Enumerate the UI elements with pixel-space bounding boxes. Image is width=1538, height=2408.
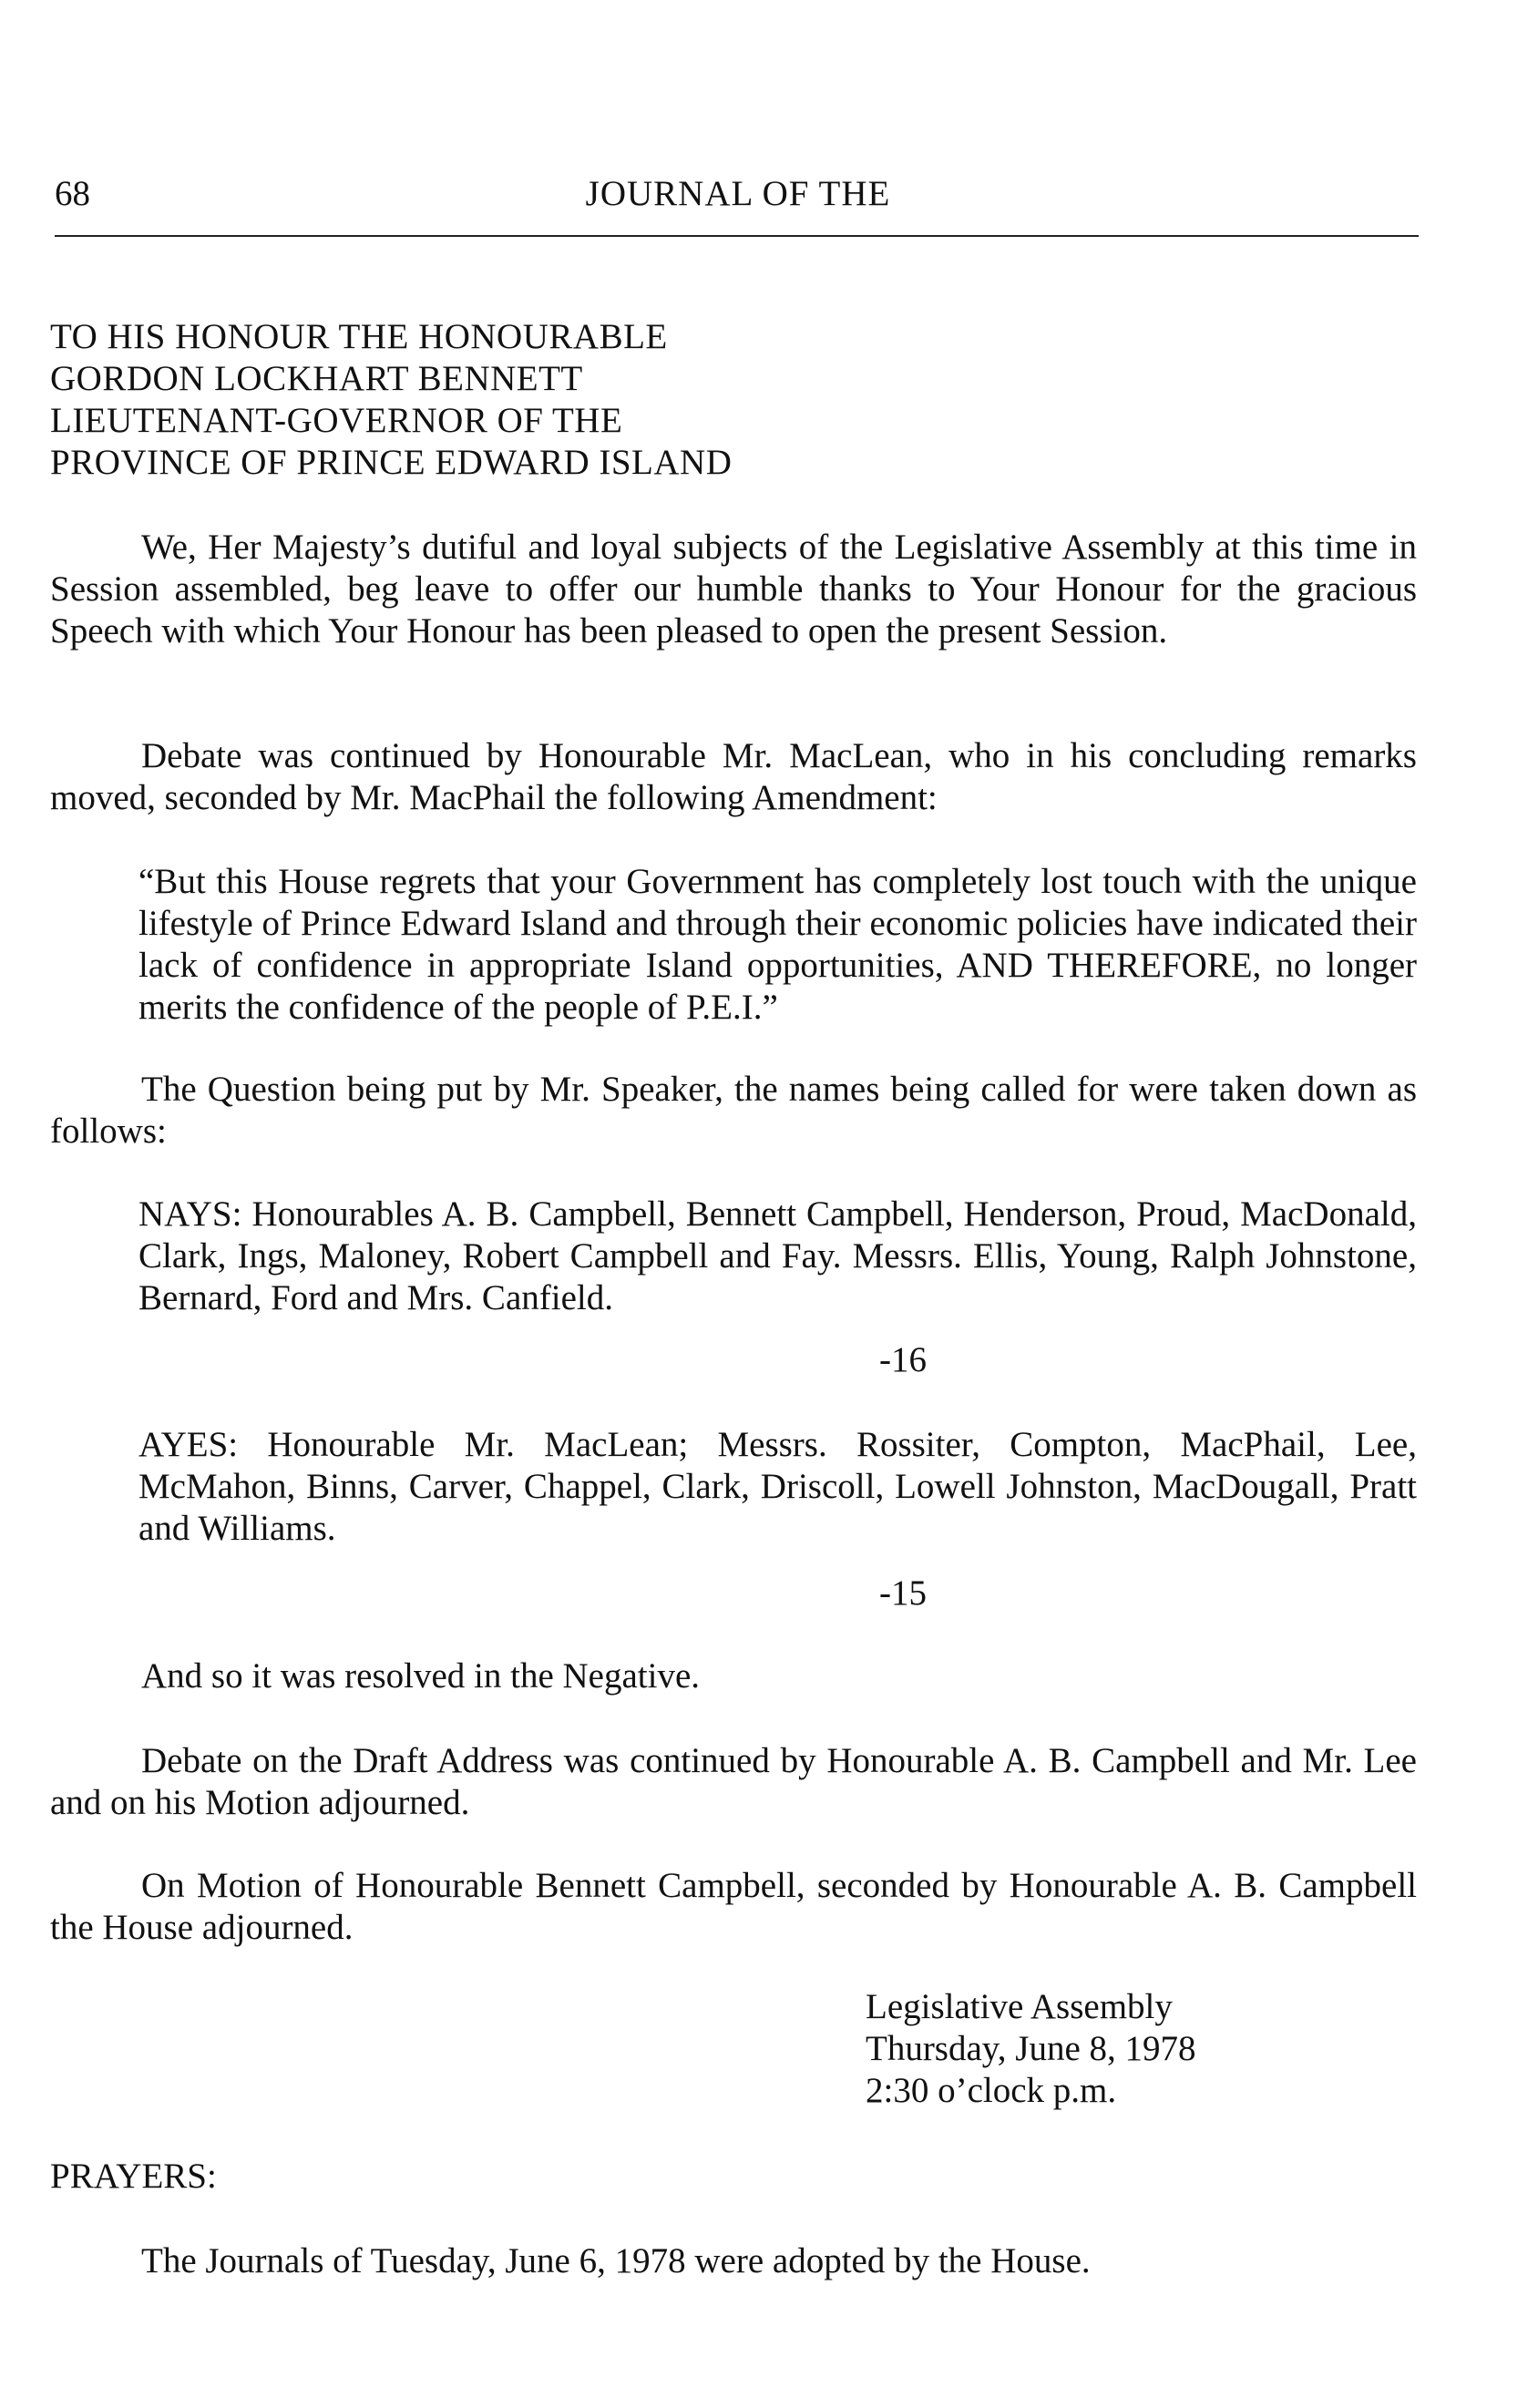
ayes-list: AYES: Honourable Mr. MacLean; Messrs. Rossiter, Compton, MacPhail, Lee, McMahon, Binns, Carver, Chappel, Clark, Driscoll, Lowell Johnston, MacDougall, Pratt and Williams. — [138, 1425, 1417, 1548]
sitting-time: 2:30 o’clock p.m. — [866, 2071, 1117, 2110]
amendment-quote: “But this House regrets that your Government has completely lost touch with the unique lifestyle of Prince Edward Island and through their economic policies have indicated their lack of confidence in appropriate Island opportunities, AND THEREFORE, no longer merits the confidence of the people of P.E.I.” — [138, 862, 1417, 1027]
running-head: JOURNAL OF THE — [585, 174, 891, 213]
sitting-heading — [866, 1986, 1196, 2112]
journals-adopted-paragraph: The Journals of Tuesday, June 6, 1978 were adopted by the House. — [141, 2241, 1091, 2280]
header-rule — [55, 235, 1419, 237]
adjourned-paragraph: On Motion of Honourable Bennett Campbell, seconded by Honourable A. B. Campbell the House adjourned. — [50, 1866, 1417, 1947]
address-line: LIEUTENANT-GOVERNOR OF THE — [50, 401, 623, 440]
page-header — [55, 173, 1421, 219]
address-body-paragraph: We, Her Majesty’s dutiful and loyal subjects of the Legislative Assembly at this time in Session assembled, beg leave to offer our humble thanks to Your Honour for the gracious Speech with which Your Honour has been pleased to open the present Session. — [50, 528, 1417, 651]
prayers-heading: PRAYERS: — [50, 2157, 217, 2196]
ayes-count: -15 — [879, 1573, 927, 1613]
nays-list: NAYS: Honourables A. B. Campbell, Bennett Campbell, Henderson, Proud, MacDonald, Clark, Ings, Maloney, Robert Campbell and Fay. Messrs. Ellis, Young, Ralph Johnstone, Bernard, Ford and Mrs. Canfield. — [138, 1194, 1417, 1317]
resolved-paragraph: And so it was resolved in the Negative. — [141, 1656, 701, 1696]
address-line: PROVINCE OF PRINCE EDWARD ISLAND — [50, 443, 733, 482]
sitting-assembly: Legislative Assembly — [866, 1987, 1173, 2026]
draft-address-paragraph: Debate on the Draft Address was continued by Honourable A. B. Campbell and Mr. Lee and on his Motion adjourned. — [50, 1741, 1417, 1822]
sitting-date: Thursday, June 8, 1978 — [866, 2029, 1196, 2068]
page-number: 68 — [55, 174, 90, 213]
address-line: GORDON LOCKHART BENNETT — [50, 359, 583, 398]
nays-count: -16 — [879, 1340, 927, 1379]
debate-continued-paragraph: Debate was continued by Honourable Mr. MacLean, who in his concluding remarks moved, seconded by Mr. MacPhail the following Amendment: — [50, 736, 1417, 817]
address-line: TO HIS HONOUR THE HONOURABLE — [50, 317, 668, 356]
question-paragraph: The Question being put by Mr. Speaker, the names being called for were taken down as follows: — [50, 1070, 1417, 1151]
address-heading — [50, 316, 1417, 484]
